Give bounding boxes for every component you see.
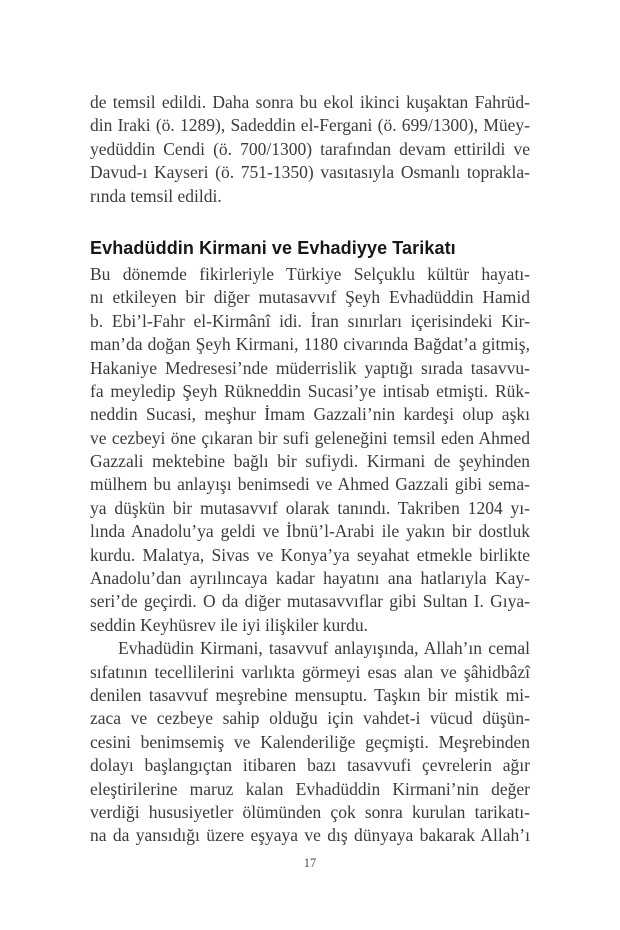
text-line: de temsil edildi. Daha sonra bu ekol ikinci kuşaktan Fahrüd- [90, 92, 530, 112]
text-line: neddin Sucasi, meşhur İmam Gazzali’nin kardeşi olup aşkı [90, 404, 530, 425]
text-line: dolayı başlangıçtan itibaren bazı tasavvufi çevrelerin ağır [90, 755, 530, 776]
text-line: denilen tasavvuf meşrebine mensuptu. Taşkın bir mistik mi- [90, 684, 530, 705]
paragraph [90, 263, 530, 637]
text-line: man’da doğan Şeyh Kirmani, 1180 civarında Bağdat’a gitmiş, [90, 334, 530, 355]
text-line: seddin Keyhüsrev ile iyi ilişkiler kurdu. [90, 614, 369, 635]
text-line: Evhadüdin Kirmani, tasavvuf anlayışında, Allah’ın cemal [118, 638, 530, 659]
text-line: fa meyledip Şeyh Rükneddin Sucasi’ye intisab etmişti. Rük- [90, 380, 530, 401]
text-line: ya düşkün bir mutasavvıf olarak tanındı. Takriben 1204 yı- [90, 497, 530, 518]
text-line: din Iraki (ö. 1289), Sadeddin el-Fergani (ö. 699/1300), Müey- [90, 115, 530, 136]
text-line: na da yansıdığı üzere eşyaya ve dış dünyaya bakarak Allah’ı [90, 825, 530, 846]
page-number: 17 [303, 856, 317, 870]
text-line: ve cezbeyi öne çıkaran bir sufi geleneğini temsil eden Ahmed [90, 427, 530, 448]
paragraph [90, 637, 530, 848]
text-line: sıfatının tecellilerini varlıkta görmeyi esas alan ve şâhidbâzî [90, 661, 530, 682]
text-column [90, 91, 530, 848]
text-line: lında Anadolu’ya geldi ve İbnü’l-Arabi ile yakın bir dostluk [90, 521, 530, 542]
text-line: verdiği hususiyetler ölümünden çok sonra kurulan tarikatı- [90, 801, 530, 822]
text-line: rında temsil edildi. [90, 185, 222, 206]
text-line: b. Ebi’l-Fahr el-Kirmânî idi. İran sınırları içerisindeki Kir- [90, 310, 530, 331]
text-line: Bu dönemde fikirleriyle Türkiye Selçuklu kültür hayatı- [90, 263, 530, 284]
text-line: Davud-ı Kayseri (ö. 751-1350) vasıtasıyla Osmanlı toprakla- [90, 162, 530, 183]
text-line: Anadolu’dan ayrılıncaya kadar hayatını ana hatlarıyla Kay- [90, 568, 530, 589]
text-line: Gazzali mektebine bağlı bir sufiydi. Kirmani de şeyhinden [90, 451, 530, 472]
text-line: Hakaniye Medresesi’nde müderrislik yaptığı sırada tasavvu- [90, 357, 530, 378]
text-line: yedüddin Cendi (ö. 700/1300) tarafından devam ettirildi ve [90, 138, 530, 159]
text-line: eleştirilerine maruz kalan Evhadüddin Kirmani’nin değer [90, 778, 530, 799]
text-line: cesini benimsemiş ve Kalenderiliğe geçmişti. Meşrebinden [90, 731, 530, 752]
text-line: kurdu. Malatya, Sivas ve Konya’ya seyahat etmekle birlikte [90, 544, 530, 565]
section-heading: Evhadüddin Kirmani ve Evhadiyye Tarikatı [90, 237, 456, 258]
text-line: nı etkileyen bir diğer mutasavvıf Şeyh Evhadüddin Hamid [90, 287, 530, 308]
text-line: mülhem bu anlayışı benimsedi ve Ahmed Gazzali gibi sema- [90, 474, 530, 495]
text-line: seri’de geçirdi. O da diğer mutasavvıflar gibi Sultan I. Gıya- [90, 591, 530, 612]
paragraph [90, 91, 530, 208]
text-line: zaca ve cezbeye sahip olduğu için vahdet-i vücud düşün- [90, 708, 530, 729]
